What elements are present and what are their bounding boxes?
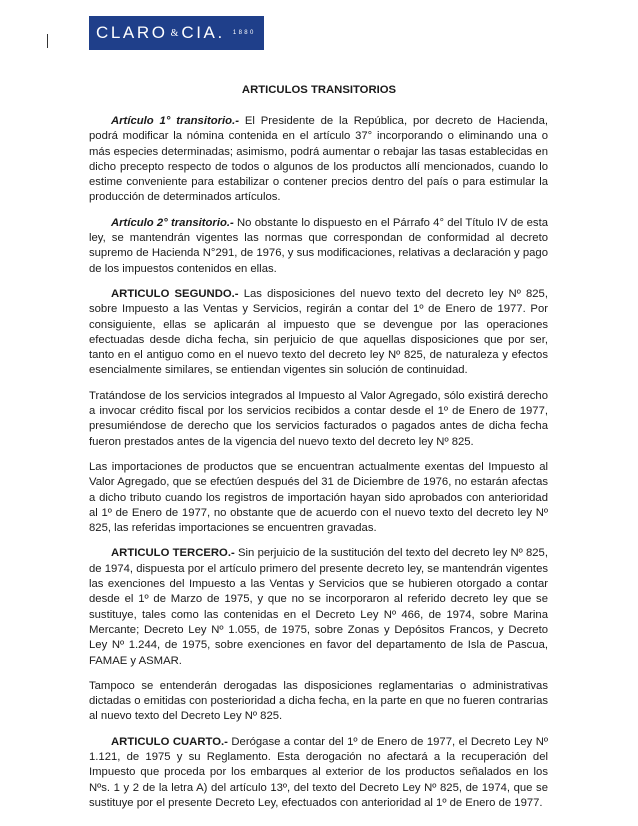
paragraph-text: No obstante lo dispuesto en el Párrafo 4° del Título IV de esta ley, se mantendrán vigentes las normas que correspondan de conformidad al decreto supremo de Hacienda N°291, de 1976, y sus modificaciones, relativas a declaración y pago de los impuestos contenidos en ellas. <box>89 216 548 275</box>
paragraph-text: El Presidente de la República, por decreto de Hacienda, podrá modificar la nómina contenida en el artículo 37° incorporando o eliminando una o más especies determinadas; asimismo, podrá aumentar o rebajar las tasas establecidas en dicho precepto respecto de todos o algunos de los productos allí mencionados, cuando lo estime conveniente para estabilizar o contener precios dentro del país o para estimular la producción de determinados artículos. <box>89 115 548 204</box>
paragraph-tampoco <box>89 679 548 725</box>
paragraph-text: Sin perjuicio de la sustitución del texto del decreto ley Nº 825, de 1974, dispuesta por el artículo primero del presente decreto ley, se mantendrán vigentes las exenciones del Impuesto a las Ventas y Servicios que se hubieren otorgado a contar desde el 1º de Marzo de 1975, y que no se incorporaron al referido decreto ley que se sustituye, tales como las contenidas en el Decreto Ley Nº 466, de 1974, sobre Marina Mercante; Decreto Ley Nº 1.055, de 1975, sobre Zonas y Depósitos Francos, y Decreto Ley Nº 1.244, de 1975, sobre exenciones en favor del departamento de Isla de Pascua, FAMAE y ASMAR. <box>89 547 548 667</box>
paragraph-lead: ARTICULO SEGUNDO.- <box>111 287 239 300</box>
paragraph-articulo-cuarto <box>89 735 548 811</box>
paragraph-articulo-2-transitorio <box>89 216 548 277</box>
paragraph-servicios-integrados <box>89 389 548 450</box>
paragraph-articulo-segundo <box>89 287 548 379</box>
paragraph-text: Las disposiciones del nuevo texto del decreto ley Nº 825, sobre Impuesto a las Ventas y Servicios, regirán a contar del 1º de Enero de 1977. Por consiguiente, ellas se aplicarán al impuesto que se devengue por las operaciones efectuadas desde dicha fecha, sin perjuicio de que aquellas disposiciones que por ser, tanto en el antiguo como en el nuevo texto del decreto ley Nº 825, de naturaleza y efectos esencialmente similares, se entiendan vigentes sin solución de continuidad. <box>89 287 548 377</box>
paragraph-lead: Artículo 1° transitorio.- <box>111 115 239 127</box>
document-body <box>89 114 548 821</box>
paragraph-text: Tampoco se entenderán derogadas las disposiciones reglamentarias o administrativas dictadas o emitidas con posterioridad a dicha fecha, en la parte en que no fueren contrarias al nuevo texto del Decreto Ley Nº 825. <box>89 679 548 723</box>
paragraph-articulo-tercero <box>89 546 548 668</box>
logo-ampersand: & <box>170 27 179 39</box>
paragraph-lead: ARTICULO TERCERO.- <box>111 547 235 560</box>
logo-year: 1880 <box>232 30 256 36</box>
logo-brand-suffix: CIA. <box>181 23 225 42</box>
logo-brand: CLARO <box>96 23 168 42</box>
paragraph-importaciones <box>89 460 548 536</box>
page-title: ARTICULOS TRANSITORIOS <box>241 84 397 96</box>
paragraph-text: Derógase a contar del 1º de Enero de 1977, el Decreto Ley Nº 1.121, de 1975 y su Reglamento. Esta derogación no afectará a la recuperación del Impuesto que proceda por los embarques al exterior de los productos señalados en los Nºs. 1 y 2 de la letra A) del artículo 13º, del texto del Decreto Ley Nº 825, de 1974, que se sustituye por el presente Decreto Ley, efectuados con anterioridad al 1º de Enero de 1977. <box>89 735 548 809</box>
paragraph-text: Tratándose de los servicios integrados al Impuesto al Valor Agregado, sólo existirá derecho a invocar crédito fiscal por los servicios recibidos a contar desde el 1º de Enero de 1977, presumiéndose de derecho que los servicios facturados o pagados antes de dicha fecha fueron prestados antes de la vigencia del nuevo texto del decreto ley Nº 825. <box>89 389 548 448</box>
paragraph-lead: ARTICULO CUARTO.- <box>111 735 228 748</box>
paragraph-articulo-1-transitorio <box>89 114 548 206</box>
company-logo <box>89 16 264 50</box>
margin-mark <box>47 34 48 48</box>
paragraph-text: Las importaciones de productos que se encuentran actualmente exentas del Impuesto al Valor Agregado, que se efectúen después del 31 de Diciembre de 1976, no estarán afectas a dicho tributo cuando los registros de importación hayan sido aprobados con anterioridad al 1º de Enero de 1977, no obstante que de acuerdo con el nuevo texto del decreto ley Nº 825, las referidas importaciones se encuentren gravadas. <box>89 460 548 535</box>
paragraph-lead: Artículo 2° transitorio.- <box>111 216 234 229</box>
